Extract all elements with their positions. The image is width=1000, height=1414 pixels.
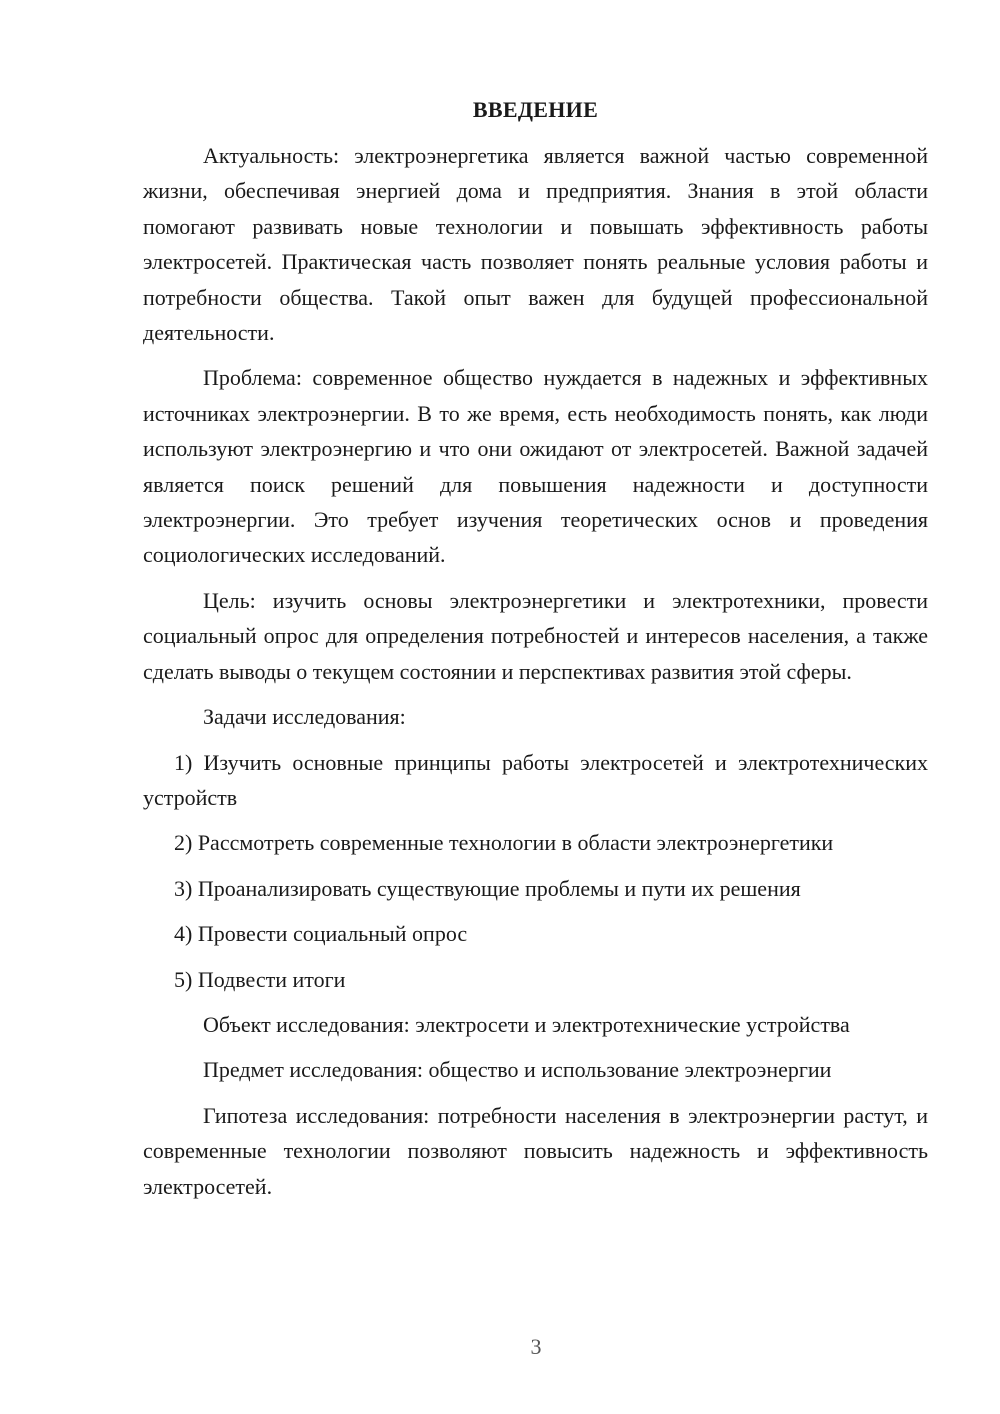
subject-paragraph: Предмет исследования: общество и использование электроэнергии — [203, 1057, 832, 1083]
task-item-3: 3) Проанализировать существующие проблемы и пути их решения — [174, 875, 801, 901]
problem-paragraph: Проблема: современное общество нуждается в надежных и эффективных источниках электроэнергии. В то же время, есть необходимость понять, как люди используют электроэнергию и что они ожидают от электросетей. Важной задачей является поиск решений для повышения надежности и доступности электроэнергии. Это требует изучения теоретических основ и проведения социологических исследований. — [143, 365, 928, 568]
tasks-heading: Задачи исследования: — [203, 704, 406, 730]
task-item-5: 5) Подвести итоги — [174, 966, 346, 992]
document-page — [143, 94, 928, 1214]
relevance-paragraph: Актуальность: электроэнергетика является важной частью современной жизни, обеспечивая энергией дома и предприятия. Знания в этой области помогают развивать новые технологии и повышать эффективность работы электросетей. Практическая часть позволяет понять реальные условия работы и потребности общества. Такой опыт важен для будущей профессиональной деятельности. — [143, 143, 928, 346]
page-number: 3 — [530, 1334, 542, 1359]
task-item-1: 1) Изучить основные принципы работы электросетей и электротехнических устройств — [143, 749, 928, 810]
task-item-4: 4) Провести социальный опрос — [174, 921, 468, 947]
goal-paragraph: Цель: изучить основы электроэнергетики и электротехники, провести социальный опрос для определения потребностей и интересов населения, а также сделать выводы о текущем состоянии и перспективах развития этой сферы. — [143, 587, 928, 684]
page-title: ВВЕДЕНИЕ — [472, 97, 599, 122]
task-item-2: 2) Рассмотреть современные технологии в области электроэнергетики — [174, 830, 834, 856]
tasks-list — [143, 745, 928, 997]
hypothesis-paragraph: Гипотеза исследования: потребности населения в электроэнергии растут, и современные технологии позволяют повысить надежность и эффективность электросетей. — [143, 1102, 928, 1199]
object-paragraph: Объект исследования: электросети и электротехнические устройства — [203, 1011, 850, 1037]
